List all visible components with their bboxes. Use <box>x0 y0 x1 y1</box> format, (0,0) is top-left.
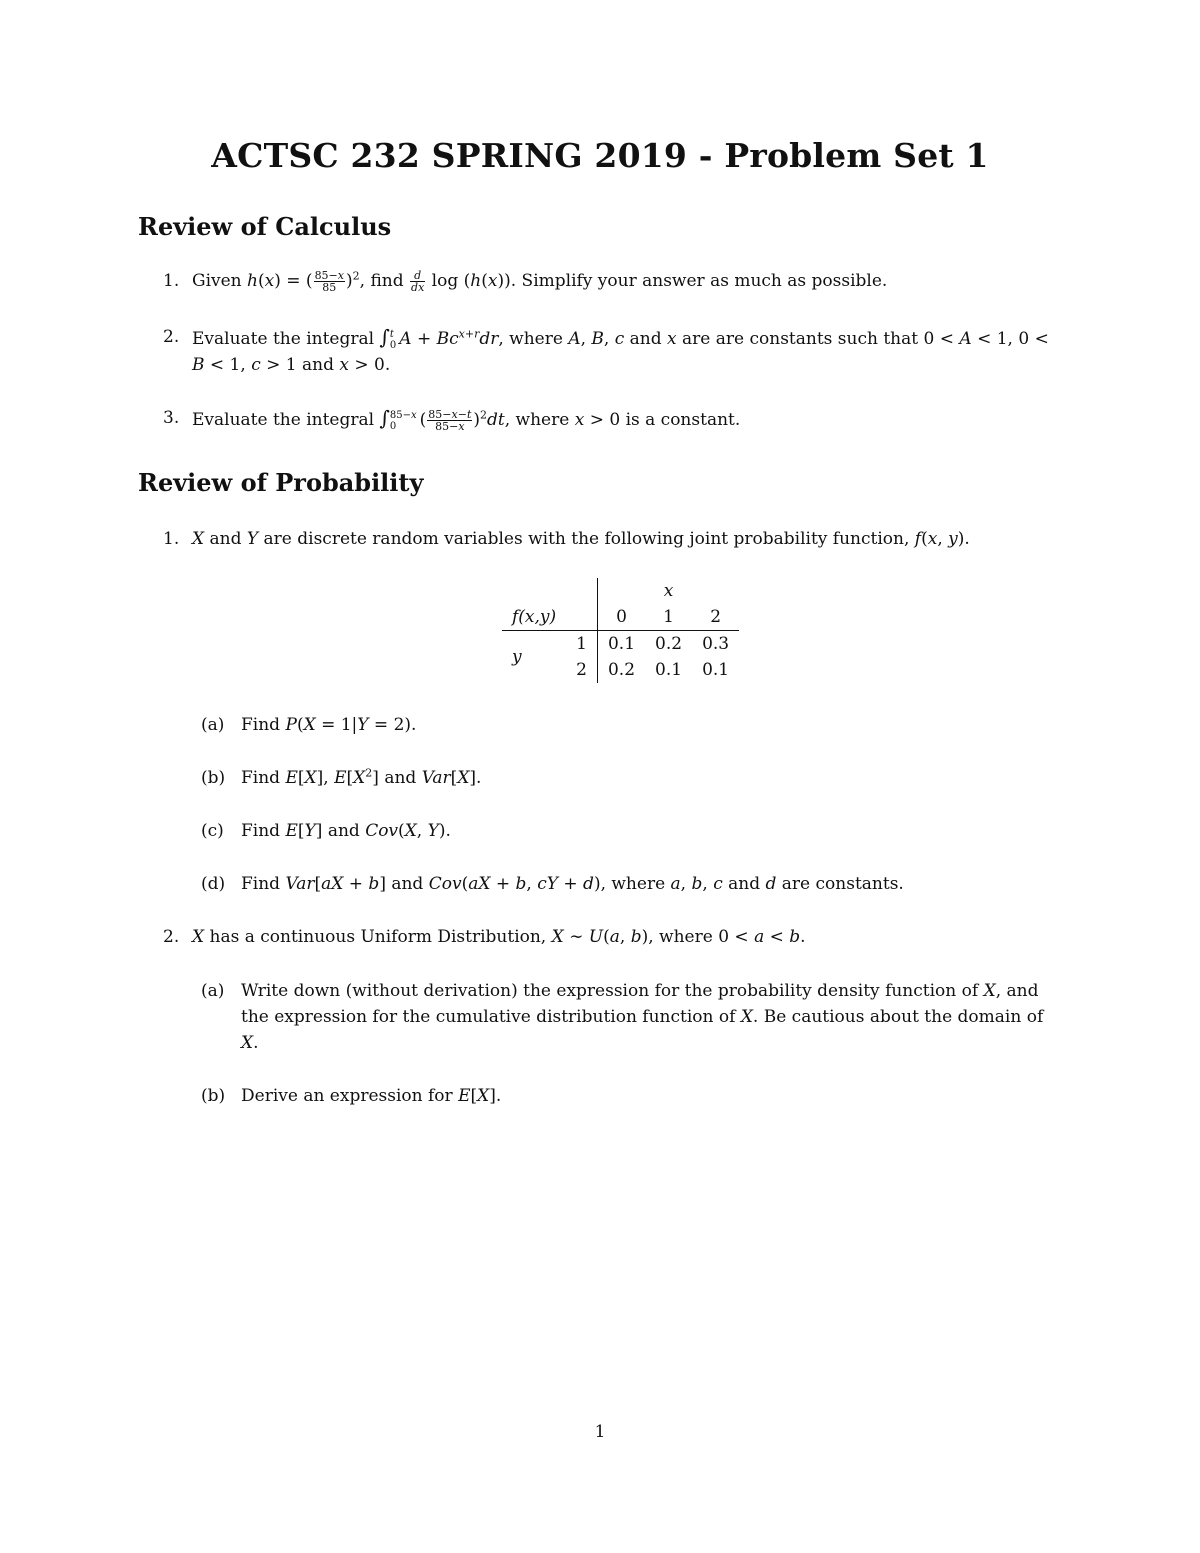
subitem-label: (c) <box>201 821 224 841</box>
table-col-header: 1 <box>645 604 692 631</box>
table-col-header: 2 <box>692 604 739 631</box>
subitem-text: Find E[X], $E[X^2]$ and Var[X]. <box>241 766 482 788</box>
table-row <box>502 631 739 658</box>
section-heading-calculus: Review of Calculus <box>138 212 392 241</box>
item-number: 2. <box>163 927 180 947</box>
item-text: Evaluate the integral ∫ 85−x 0 ( $\frac{85-x-t}{85-x}$ )$^2$dt, where x > 0 is a constant. <box>192 406 741 433</box>
section-heading-probability: Review of Probability <box>138 468 424 497</box>
item-number: 2. <box>163 327 180 347</box>
subitem-text: Find Var[aX + b] and Cov(aX + b, cY + d), where a, b, c and d are constants. <box>241 874 904 894</box>
table-header: f(x,y) <box>502 604 566 631</box>
item-text: Given h(x) = ( $\frac{85-x}{85}$ )$^2$, find $\frac{d}{dx}$ log (h(x)). Simplify your answer as much as possible. <box>192 269 888 294</box>
table-col-var: x <box>663 581 674 601</box>
subitem-label: (d) <box>201 874 226 894</box>
item-number: 3. <box>163 408 180 428</box>
item-number: 1. <box>163 529 180 549</box>
item-number: 1. <box>163 271 180 291</box>
page-number: 1 <box>594 1422 606 1442</box>
table-row-header: 1 <box>566 631 597 658</box>
joint-probability-table <box>502 578 739 683</box>
item-text: X has a continuous Uniform Distribution, X ∼ U(a, b), where 0 < a < b. <box>192 927 806 947</box>
subitem-label: (a) <box>201 715 225 735</box>
subitem-text: Find P(X = 1|Y = 2). <box>241 715 417 735</box>
subitem-text: Write down (without derivation) the expression for the probability density function of X, and the expression for the cumulative distribution function of X. Be cautious about the domain of X. <box>241 981 1044 1053</box>
subitem-label: (b) <box>201 1086 226 1106</box>
table-cell: 0.3 <box>702 634 730 654</box>
table-cell: 0.1 <box>607 634 636 654</box>
subitem-label: (a) <box>201 981 225 1001</box>
table-cell: 0.1 <box>655 660 683 680</box>
item-text: Evaluate the integral ∫ t 0 $A + Bc^{x+r}dr$, where A, B, c and x are are constants such that 0 < A < 1, 0 < B < 1, c > 1 and x > 0. <box>192 325 1049 375</box>
table-cell: 0.2 <box>607 660 636 680</box>
page-title: ACTSC 232 SPRING 2019 - Problem Set 1 <box>211 136 989 175</box>
table-row-var: y <box>512 647 522 667</box>
subitem-text: Derive an expression for E[X]. <box>241 1086 502 1106</box>
subitem-text: Find E[Y] and Cov(X, Y). <box>241 821 451 841</box>
table-cell: 0.2 <box>655 634 683 654</box>
item-text: X and Y are discrete random variables with the following joint probability function, f(x, y). <box>192 529 970 549</box>
subitem-label: (b) <box>201 768 226 788</box>
table-cell: 0.1 <box>702 660 730 680</box>
table-row-header: 2 <box>566 657 597 683</box>
table-col-header: 0 <box>597 604 645 631</box>
